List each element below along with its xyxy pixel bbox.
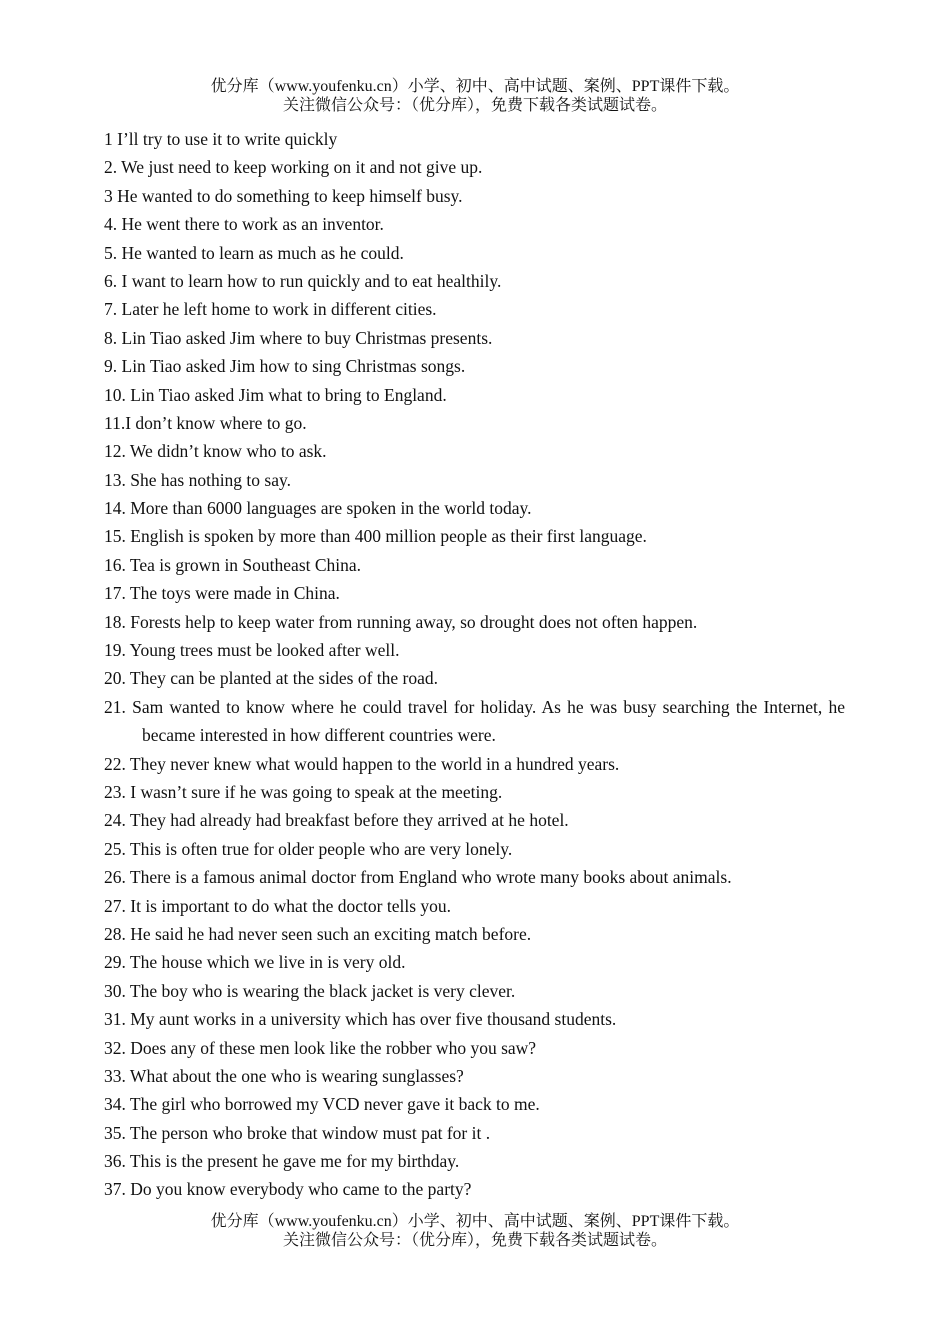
sentence-list (104, 125, 845, 1204)
footer-line-1: 优分库（www.youfenku.cn）小学、初中、高中试题、案例、PPT课件下载。 (210, 1213, 740, 1230)
list-item: 35. The person who broke that window must pat for it . (104, 1122, 491, 1143)
page-header (0, 77, 950, 115)
list-item: 6. I want to learn how to run quickly and to eat healthily. (104, 270, 502, 291)
list-item: 20. They can be planted at the sides of the road. (104, 668, 439, 689)
list-item: 34. The girl who borrowed my VCD never gave it back to me. (104, 1094, 540, 1115)
list-item: 28. He said he had never seen such an exciting match before. (104, 923, 532, 944)
list-item: 29. The house which we live in is very old. (104, 952, 406, 973)
list-item: 17. The toys were made in China. (104, 583, 340, 604)
list-item: 8. Lin Tiao asked Jim where to buy Christmas presents. (104, 327, 493, 348)
list-item: 31. My aunt works in a university which has over five thousand students. (104, 1009, 617, 1030)
list-item: 1 I’ll try to use it to write quickly (104, 129, 338, 149)
list-item: 23. I wasn’t sure if he was going to speak at the meeting. (104, 782, 503, 803)
list-item: 16. Tea is grown in Southeast China. (104, 554, 362, 575)
footer-line-2: 关注微信公众号：（优分库），免费下载各类试题试卷。 (282, 1232, 667, 1249)
list-item: 3 He wanted to do something to keep himself busy. (104, 185, 463, 206)
list-item: 25. This is often true for older people who are very lonely. (104, 838, 513, 859)
list-item: 2. We just need to keep working on it and not give up. (104, 157, 483, 178)
list-item: 11.I don’t know where to go. (104, 412, 307, 433)
list-item: 22. They never knew what would happen to the world in a hundred years. (104, 753, 620, 774)
list-item: 9. Lin Tiao asked Jim how to sing Christmas songs. (104, 356, 466, 377)
list-item: 12. We didn’t know who to ask. (104, 441, 327, 462)
list-item: 33. What about the one who is wearing sunglasses? (104, 1065, 464, 1086)
header-line-2: 关注微信公众号：（优分库），免费下载各类试题试卷。 (282, 97, 667, 114)
list-item: 19. Young trees must be looked after well. (104, 640, 400, 661)
list-item: 37. Do you know everybody who came to the party? (104, 1179, 472, 1200)
header-line-1: 优分库（www.youfenku.cn）小学、初中、高中试题、案例、PPT课件下载。 (210, 78, 740, 95)
list-item: 24. They had already had breakfast before they arrived at he hotel. (104, 810, 569, 831)
list-item: 26. There is a famous animal doctor from England who wrote many books about animals. (104, 867, 732, 888)
list-item: 15. English is spoken by more than 400 million people as their first language. (104, 526, 647, 547)
list-item: 10. Lin Tiao asked Jim what to bring to England. (104, 384, 447, 405)
list-item: 14. More than 6000 languages are spoken in the world today. (104, 498, 532, 519)
list-item: 18. Forests help to keep water from running away, so drought does not often happen. (104, 611, 698, 632)
list-item: 32. Does any of these men look like the robber who you saw? (104, 1037, 537, 1058)
list-item: 4. He went there to work as an inventor. (104, 214, 384, 235)
list-item: 36. This is the present he gave me for my birthday. (104, 1151, 460, 1172)
list-item: 27. It is important to do what the doctor tells you. (104, 895, 452, 916)
list-item: 21. Sam wanted to know where he could travel for holiday. As he was busy searching the Internet, he became interested in how different countries were. (104, 696, 845, 746)
list-item: 30. The boy who is wearing the black jacket is very clever. (104, 980, 516, 1001)
list-item: 5. He wanted to learn as much as he could. (104, 242, 404, 263)
page-footer (0, 1212, 950, 1250)
list-item: 7. Later he left home to work in different cities. (104, 299, 437, 320)
list-item: 13. She has nothing to say. (104, 469, 291, 490)
